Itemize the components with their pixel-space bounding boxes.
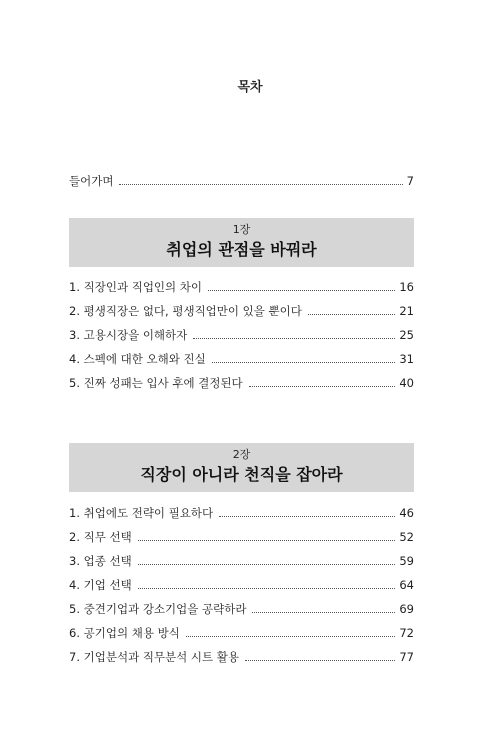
toc-entry-page: 7 [406, 174, 414, 188]
chapter-1-header [69, 218, 414, 267]
toc-entry[interactable] [69, 324, 414, 342]
toc-entry[interactable] [69, 574, 414, 592]
toc-entry-page: 64 [399, 578, 414, 592]
dot-leader [186, 636, 396, 637]
dot-leader [138, 540, 396, 541]
toc-entry-label: 5. 중견기업과 강소기업을 공략하라 [69, 602, 247, 616]
dot-leader [193, 338, 395, 339]
toc-entry[interactable] [69, 372, 414, 390]
dot-leader [219, 516, 395, 517]
chapter-number: 2장 [232, 448, 251, 461]
dot-leader [245, 660, 395, 661]
toc-entry-page: 69 [399, 602, 414, 616]
toc-entry-page: 52 [399, 530, 414, 544]
toc-entry-label: 1. 직장인과 직업인의 차이 [69, 280, 203, 294]
toc-entry-page: 31 [399, 352, 414, 366]
toc-entry-page: 72 [399, 626, 414, 640]
toc-entry[interactable] [69, 598, 414, 616]
toc-entry[interactable] [69, 502, 414, 520]
dot-leader [252, 612, 395, 613]
chapter-title: 취업의 관점을 바꿔라 [166, 240, 317, 259]
toc-entry-label: 1. 취업에도 전략이 필요하다 [69, 506, 214, 520]
toc-entry-label: 2. 직무 선택 [69, 530, 132, 544]
chapter-title: 직장이 아니라 천직을 잡아라 [140, 465, 343, 484]
toc-entry-label: 3. 고용시장을 이해하자 [69, 328, 188, 342]
toc-entry-label: 들어가며 [69, 174, 114, 188]
toc-entry-page: 25 [399, 328, 414, 342]
toc-entry[interactable] [69, 276, 414, 294]
toc-title: 목차 [237, 80, 263, 95]
toc-entry-page: 59 [399, 554, 414, 568]
toc-entry[interactable] [69, 622, 414, 640]
toc-entry-label: 3. 업종 선택 [69, 554, 132, 568]
toc-entry-page: 21 [399, 304, 414, 318]
toc-entry-label: 7. 기업분석과 직무분석 시트 활용 [69, 650, 240, 664]
dot-leader [308, 314, 395, 315]
toc-entry[interactable] [69, 526, 414, 544]
dot-leader [119, 184, 402, 185]
toc-entry-page: 46 [399, 506, 414, 520]
chapter-2-header [69, 443, 414, 492]
toc-entry-page: 16 [399, 280, 414, 294]
chapter-number: 1장 [232, 223, 251, 236]
toc-entry[interactable] [69, 348, 414, 366]
toc-entry[interactable] [69, 646, 414, 664]
toc-entry-label: 4. 스펙에 대한 오해와 진실 [69, 352, 206, 366]
dot-leader [212, 362, 396, 363]
dot-leader [208, 290, 395, 291]
dot-leader [249, 386, 396, 387]
toc-entry-page: 77 [399, 650, 414, 664]
toc-entry[interactable] [69, 550, 414, 568]
toc-entry-label: 5. 진짜 성패는 입사 후에 결정된다 [69, 376, 243, 390]
toc-entry-page: 40 [399, 376, 414, 390]
dot-leader [138, 564, 396, 565]
toc-entry-intro[interactable] [69, 170, 414, 188]
toc-entry-label: 2. 평생직장은 없다, 평생직업만이 있을 뿐이다 [69, 304, 302, 318]
toc-entry-label: 4. 기업 선택 [69, 578, 132, 592]
toc-entry-label: 6. 공기업의 채용 방식 [69, 626, 180, 640]
toc-entry[interactable] [69, 300, 414, 318]
dot-leader [138, 588, 396, 589]
